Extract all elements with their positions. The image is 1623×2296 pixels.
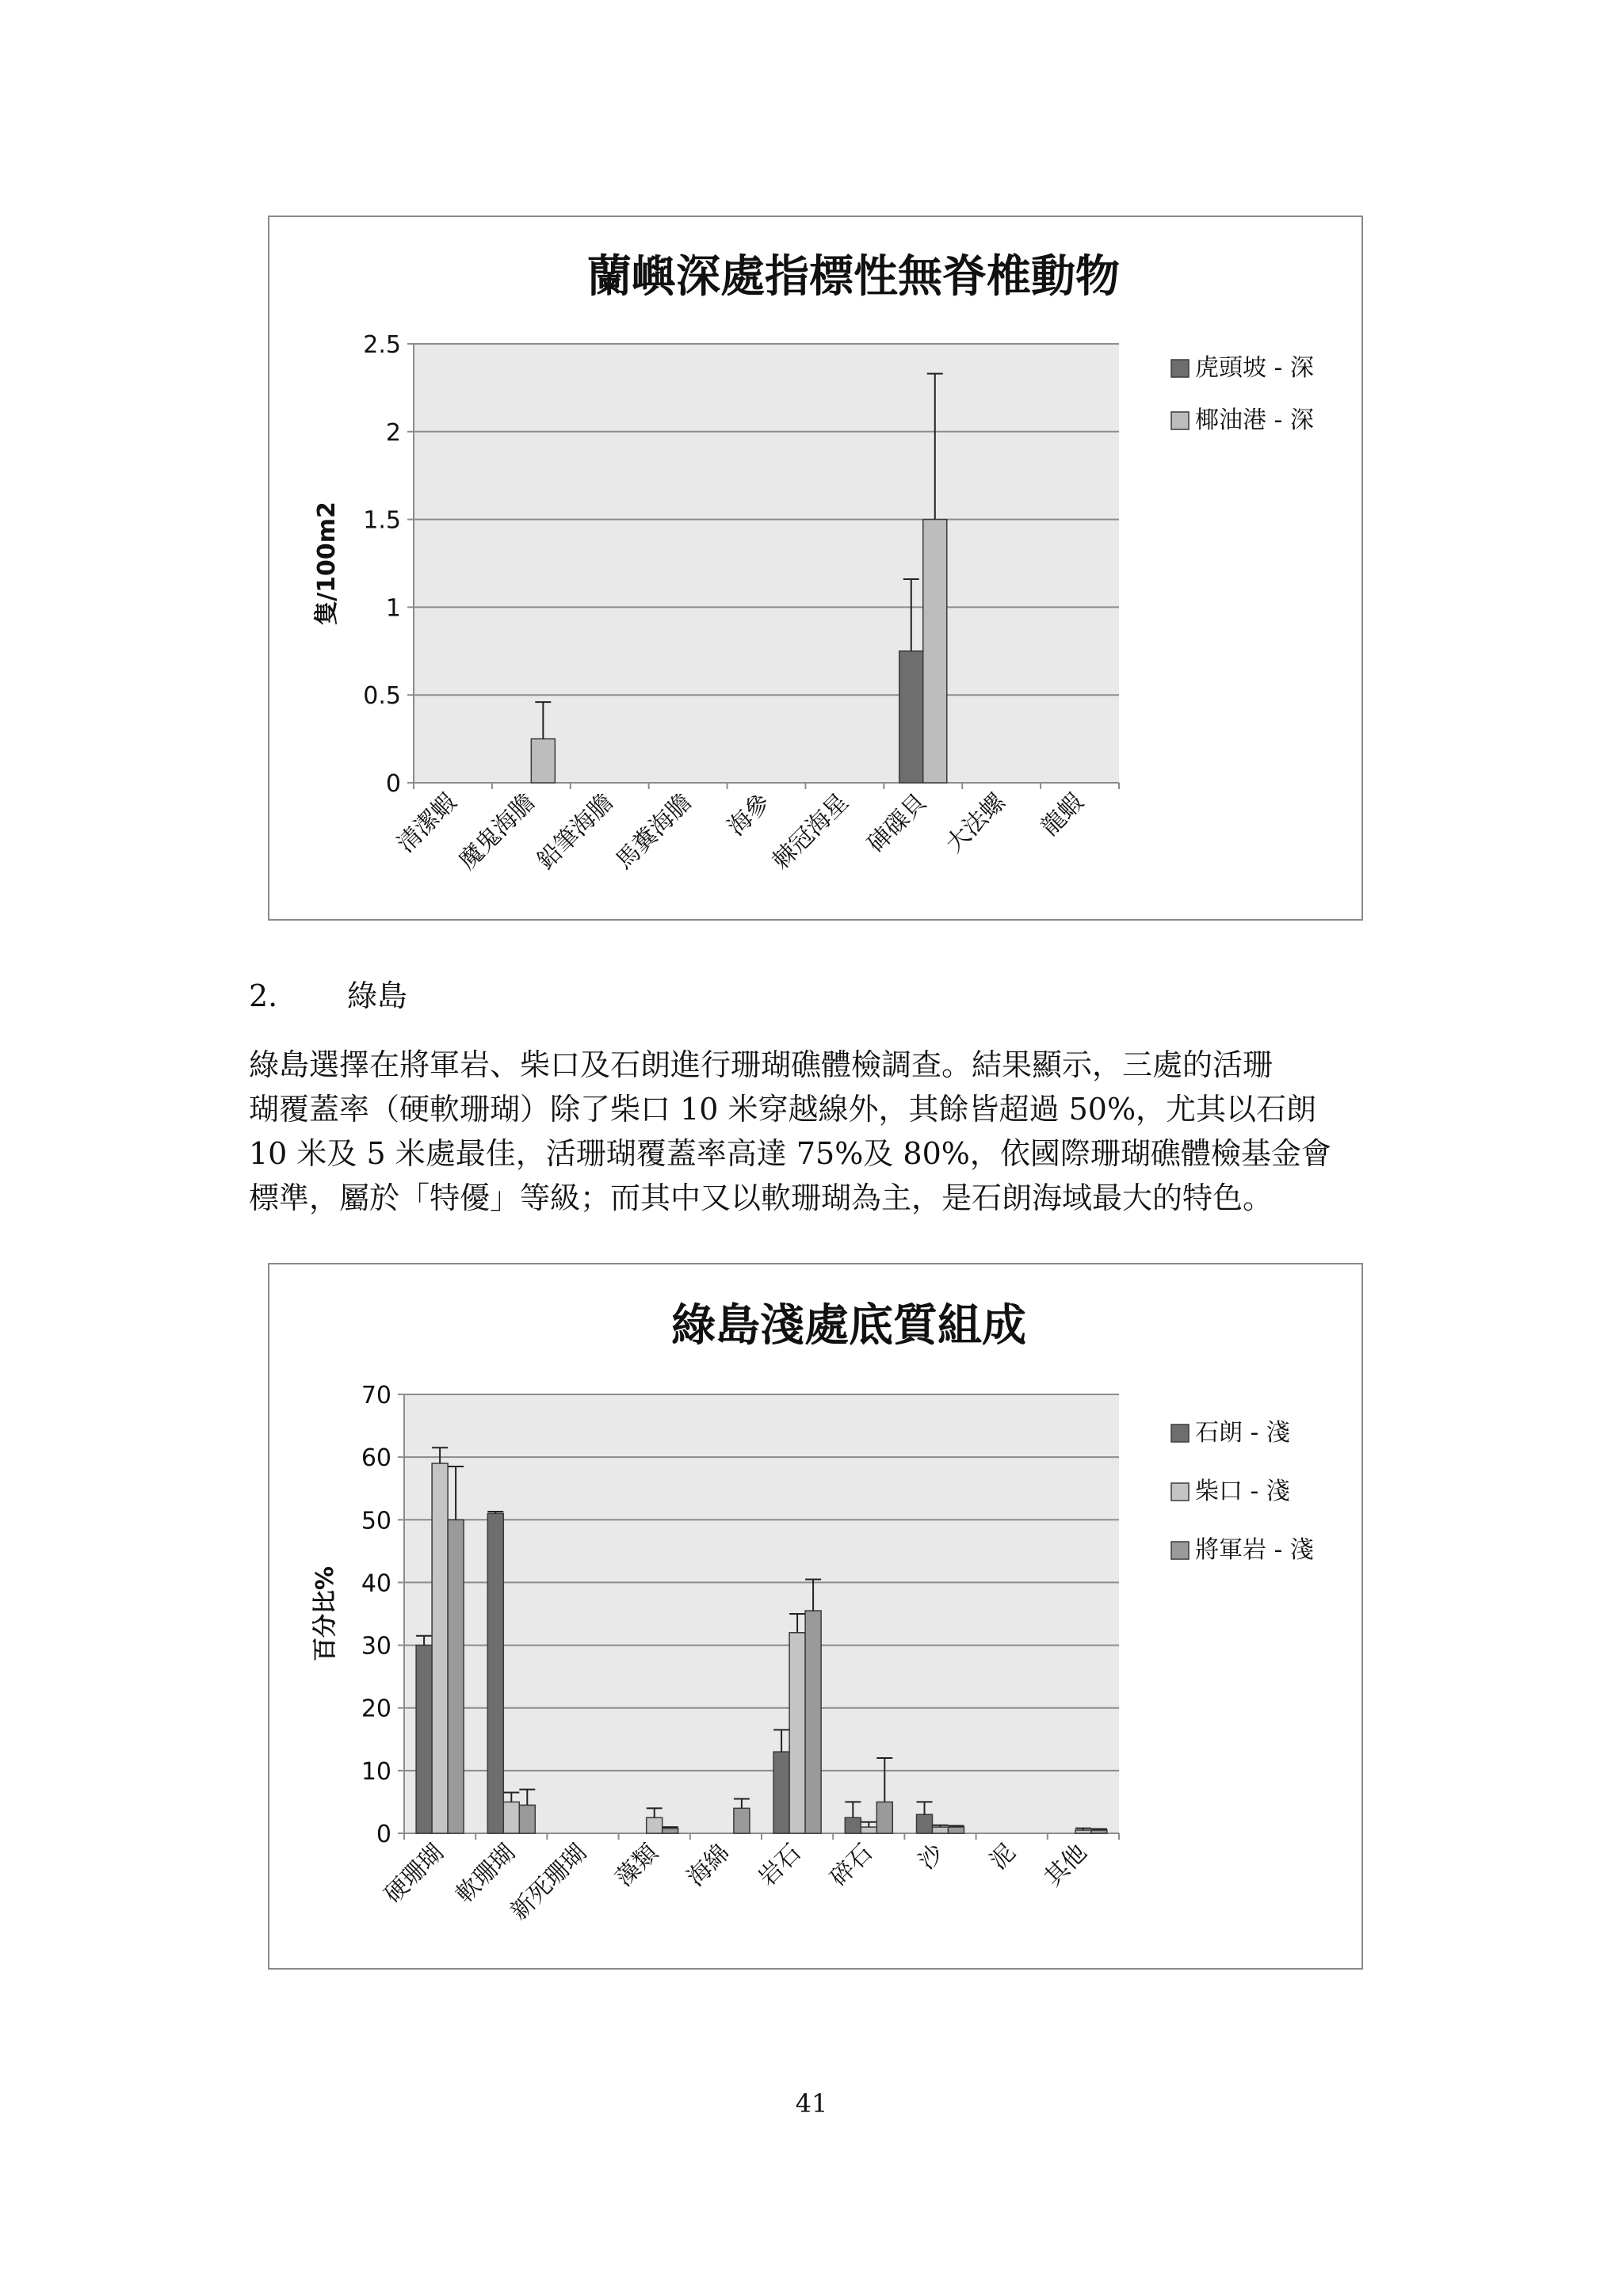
y-tick-label: 0 [376,1821,391,1848]
bar [1075,1830,1091,1833]
bar [876,1802,892,1833]
bar [933,1827,949,1833]
bar [949,1827,964,1833]
bar [845,1817,861,1833]
y-tick-label: 60 [361,1444,391,1473]
plot-area [414,344,1119,783]
bar [861,1827,876,1833]
x-tick-label: 魔鬼海膽 [453,788,540,875]
x-tick-label: 清潔蝦 [391,788,463,859]
chart-title: 綠島淺處底質組成 [671,1300,1026,1352]
y-tick-label: 1.5 [363,506,401,535]
y-tick-label: 50 [361,1507,391,1535]
x-tick-label: 大法螺 [940,788,1011,859]
section-heading [249,971,407,1015]
y-axis-label: 百分比% [311,1566,339,1662]
bar [805,1611,821,1833]
legend-swatch [1171,412,1189,429]
legend-label: 將軍岩 - 淺 [1195,1536,1314,1564]
x-tick-label: 沙 [913,1838,950,1875]
x-tick-label: 硨磲貝 [862,788,933,859]
x-tick-label: 龍蝦 [1036,788,1090,842]
chart-svg [269,1264,1361,1968]
page-number: 41 [795,2088,828,2119]
section-title: 綠島 [347,978,408,1013]
chart-lanyu-deep-invertebrates [268,215,1363,921]
bar [1091,1830,1107,1833]
bar [647,1817,663,1833]
x-tick-label: 硬珊瑚 [379,1838,449,1909]
paragraph-line: 綠島選擇在將軍岩、柴口及石朗進行珊瑚礁體檢調查。結果顯示，三處的活珊 [249,1047,1274,1082]
legend-swatch [1171,1483,1189,1501]
chart-greenisland-shallow-substrate [268,1263,1363,1970]
x-tick-label: 新死珊瑚 [505,1838,593,1926]
legend-label: 椰油港 - 深 [1195,406,1314,434]
y-tick-label: 30 [361,1632,391,1661]
bar [432,1463,448,1833]
bar [917,1814,933,1833]
paragraph-line: 標準，屬於「特優」等級；而其中又以軟珊瑚為主，是石朗海域最大的特色。 [249,1180,1274,1215]
legend-label: 虎頭坡 - 深 [1195,354,1314,382]
body-paragraph [249,1043,1390,1220]
y-axis-label: 隻/100m2 [313,502,341,625]
section-number: 2. [249,978,278,1013]
bar [448,1520,464,1833]
legend-swatch [1171,1542,1189,1559]
legend-label: 石朗 - 淺 [1195,1419,1290,1447]
bar [416,1646,432,1833]
y-tick-label: 70 [361,1382,391,1409]
chart-title: 蘭嶼深處指標性無脊椎動物 [587,251,1120,303]
bar [899,651,923,783]
bar [923,520,947,783]
x-tick-label: 岩石 [753,1838,807,1893]
x-tick-label: 海綿 [682,1838,735,1893]
y-tick-label: 0 [385,770,401,798]
x-tick-label: 泥 [984,1838,1022,1875]
bar [503,1802,519,1833]
y-tick-label: 2.5 [363,331,401,359]
y-tick-label: 10 [361,1757,391,1786]
bar [663,1829,678,1833]
x-tick-label: 碎石 [824,1838,878,1893]
x-tick-label: 海參 [722,788,776,842]
bar [773,1752,789,1833]
paragraph-line: 瑚覆蓋率（硬軟珊瑚）除了柴口 10 米穿越線外，其餘皆超過 50%，尤其以石朗 [249,1092,1317,1127]
y-tick-label: 2 [385,418,401,447]
x-tick-label: 鉛筆海膽 [532,788,619,875]
chart-svg [269,217,1361,919]
legend-swatch [1171,1425,1189,1442]
paragraph-line: 10 米及 5 米處最佳，活珊瑚覆蓋率高達 75%及 80%，依國際珊瑚礁體檢基金會 [249,1136,1331,1171]
x-tick-label: 軟珊瑚 [450,1838,521,1909]
x-tick-label: 藻類 [610,1838,664,1893]
x-tick-label: 馬糞海膽 [610,788,697,875]
x-tick-label: 棘冠海星 [766,788,854,875]
y-tick-label: 1 [385,594,401,623]
legend-swatch [1171,360,1189,377]
plot-area [404,1394,1119,1833]
bar [734,1808,750,1833]
x-tick-label: 其他 [1039,1838,1093,1893]
legend-label: 柴口 - 淺 [1195,1478,1290,1505]
bar [531,739,555,783]
y-tick-label: 40 [361,1569,391,1598]
bar [519,1805,535,1833]
y-tick-label: 0.5 [363,682,401,711]
bar [789,1633,805,1833]
y-tick-label: 20 [361,1695,391,1723]
bar [487,1513,503,1833]
